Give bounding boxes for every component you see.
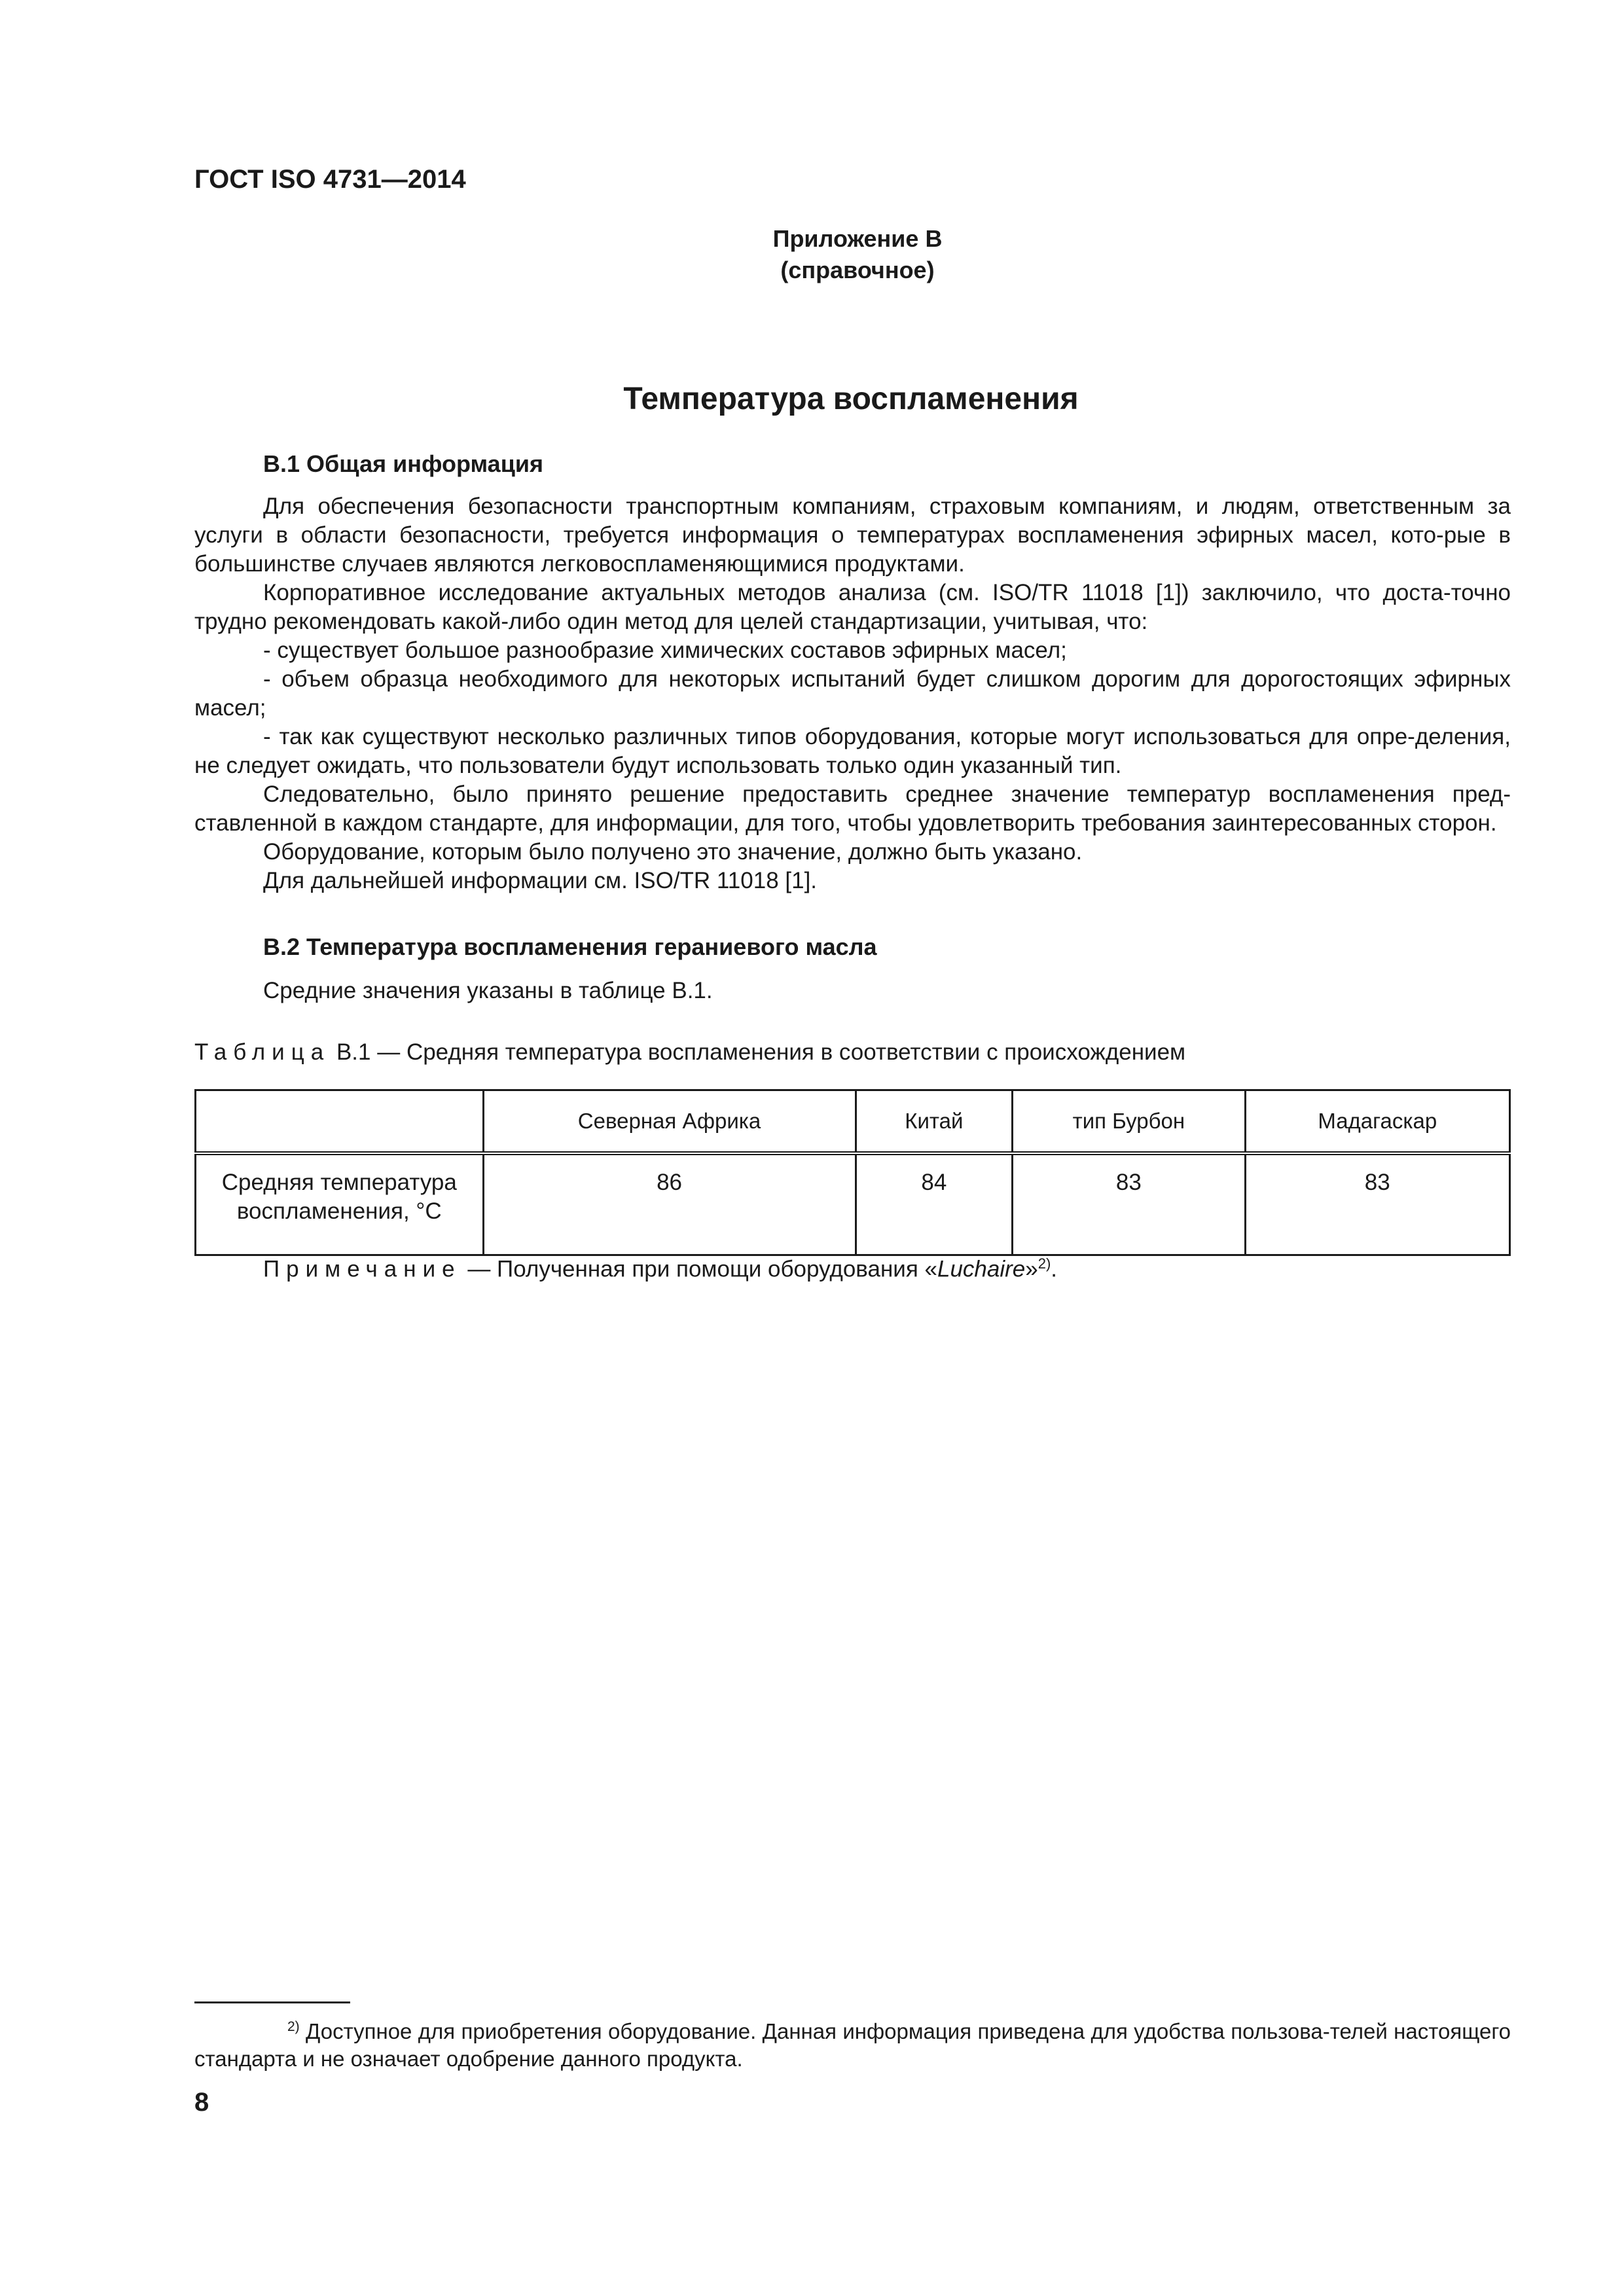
- table-row: [196, 1153, 1510, 1255]
- table-header-cell: Китай: [856, 1090, 1013, 1154]
- section-b1-body: [194, 492, 1511, 895]
- section-b2-intro: Средние значения указаны в таблице В.1.: [263, 978, 713, 1003]
- page-number: 8: [194, 2088, 209, 2117]
- appendix-title: Приложение В: [772, 225, 943, 252]
- table-row-label: [196, 1153, 484, 1255]
- table-header-cell: Северная Африка: [483, 1090, 856, 1154]
- paragraph: - существует большое разнообразие химических составов эфирных масел;: [263, 637, 1067, 663]
- table-cell: 83: [1013, 1153, 1245, 1255]
- paragraph: Для дальнейшей информации см. ISO/TR 11018 [1].: [263, 868, 818, 893]
- document-code: ГОСТ ISO 4731—2014: [194, 165, 466, 194]
- table-caption-text: В.1 — Средняя температура воспламенения в соответствии с происхождением: [330, 1039, 1186, 1065]
- page-title: Температура воспламенения: [623, 382, 1079, 416]
- table-header-cell: [196, 1090, 484, 1154]
- table-caption-label: Таблица: [194, 1039, 331, 1065]
- note-end: .: [1051, 1256, 1058, 1282]
- table-cell: 83: [1245, 1153, 1509, 1255]
- section-heading-b1: В.1 Общая информация: [263, 450, 543, 477]
- footnote-text: Доступное для приобретения оборудование. Данная информация приведена для удобства пользова-телей настоящего стандарта и не означает одобрение данного продукта.: [194, 2019, 1511, 2071]
- table-caption: [194, 1039, 1185, 1066]
- table-cell: 86: [483, 1153, 856, 1255]
- note-text: — Полученная при помощи оборудования «: [461, 1256, 937, 1282]
- footnote-reference: 2): [1038, 1255, 1051, 1272]
- table-header-cell: Мадагаскар: [1245, 1090, 1509, 1154]
- table-row-label-line: воспламенения, °С: [236, 1198, 442, 1224]
- paragraph: Для обеспечения безопасности транспортным компаниям, страховым компаниям, и людям, ответственным за услуги в области безопасности, требуется информация о температурах воспламенения эфирных масел, кото-рые в большинстве случаев являются легковоспламеняющимися продуктами.: [194, 493, 1511, 577]
- table-cell: 84: [856, 1153, 1013, 1255]
- ignition-temperature-table: [194, 1089, 1511, 1256]
- paragraph: Следовательно, было принято решение предоставить среднее значение температур воспламенения пред-ставленной в каждом стандарте, для информации, для того, чтобы удовлетворить требования заинтересованных сторон.: [194, 781, 1511, 836]
- footnote: [194, 2013, 1511, 2073]
- paragraph: - объем образца необходимого для некоторых испытаний будет слишком дорогим для дорогостоящих эфирных масел;: [194, 666, 1511, 721]
- table-row-label-line: Средняя температура: [221, 1170, 457, 1195]
- table-header-cell: тип Бурбон: [1013, 1090, 1245, 1154]
- note-brand: Luchaire: [937, 1256, 1026, 1282]
- appendix-type: (справочное): [780, 257, 935, 283]
- paragraph: - так как существуют несколько различных типов оборудования, которые могут использоваться для опре-деления, не следует ожидать, что пользователи будут использовать только один указанный тип.: [194, 724, 1511, 778]
- table-note: [263, 1255, 1057, 1283]
- paragraph: Оборудование, которым было получено это значение, должно быть указано.: [263, 839, 1083, 865]
- footnote-divider: [194, 2001, 350, 2003]
- note-label: Примечание: [263, 1256, 461, 1282]
- section-heading-b2: В.2 Температура воспламенения гераниевого масла: [263, 933, 877, 960]
- table-header-row: [196, 1090, 1510, 1154]
- paragraph: Корпоративное исследование актуальных методов анализа (см. ISO/TR 11018 [1]) заключило, что доста-точно трудно рекомендовать какой-либо один метод для целей стандартизации, учитывая, что:: [194, 580, 1511, 634]
- footnote-marker: 2): [287, 2019, 300, 2034]
- note-close: »: [1025, 1256, 1038, 1282]
